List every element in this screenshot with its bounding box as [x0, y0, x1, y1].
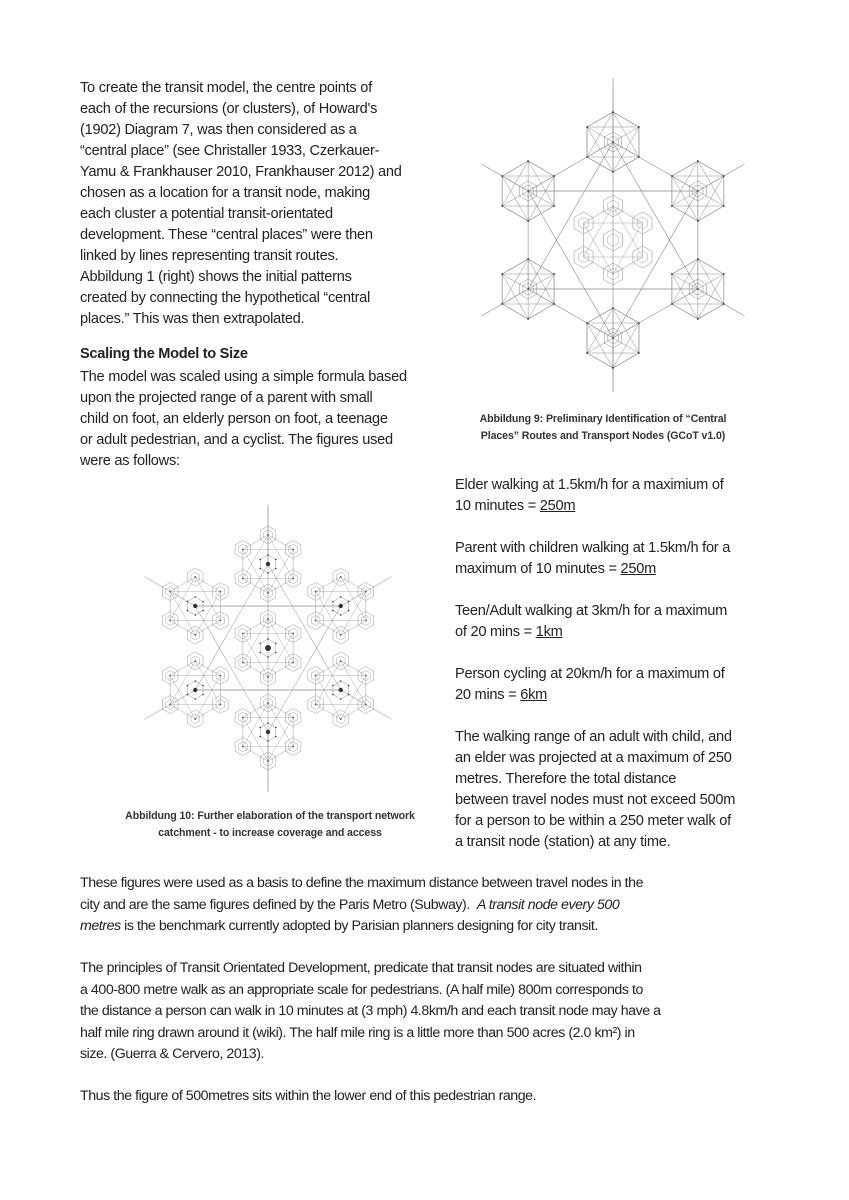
node-dot — [638, 352, 640, 354]
node-dot — [340, 680, 342, 682]
node-dot — [553, 205, 555, 207]
node-dot — [265, 645, 271, 651]
figure-9-caption — [438, 411, 768, 445]
diagram-line — [587, 308, 613, 323]
text-fragment: maximum of 10 minutes = — [455, 561, 621, 577]
diagram-line — [316, 592, 341, 636]
diagram-line — [243, 663, 268, 678]
diagram-line — [243, 550, 268, 594]
node-dot — [339, 604, 343, 608]
diagram-line — [587, 157, 613, 172]
node-dot — [638, 322, 640, 324]
diagram-line — [195, 577, 220, 592]
diagram-line — [268, 619, 293, 663]
text-line: upon the projected range of a parent with small — [80, 390, 373, 406]
distance-value: 250m — [620, 561, 657, 577]
node-dot — [553, 175, 555, 177]
text-line — [455, 622, 727, 643]
node-dot — [612, 171, 614, 173]
node-dot — [348, 610, 350, 612]
diagram-line — [268, 550, 293, 594]
distance-value: 1km — [535, 624, 563, 640]
node-dot — [586, 156, 588, 158]
diagram-line — [341, 705, 366, 720]
node-dot — [501, 175, 503, 177]
node-dot — [697, 288, 699, 290]
text-line: places.” This was then extrapolated. — [80, 311, 305, 327]
node-dot — [202, 610, 204, 612]
diagram-line — [502, 259, 528, 274]
diagram-line — [170, 577, 195, 621]
node-dot — [275, 643, 277, 645]
node-dot — [194, 698, 196, 700]
diagram-line — [243, 535, 268, 550]
text-line: The principles of Transit Orientated Development, predicate that transit nodes are situated within — [80, 960, 642, 976]
text-line — [455, 685, 725, 706]
node-dot — [340, 596, 342, 598]
text-fragment: is the benchmark currently adopted by Parisian planners designing for city transit. — [120, 918, 598, 935]
diagram-line — [268, 535, 293, 550]
diagram-line — [268, 747, 293, 762]
tod-paragraph — [80, 958, 661, 1066]
text-fragment: 20 mins = — [455, 687, 521, 703]
node-dot — [723, 273, 725, 275]
diagram-line — [243, 703, 268, 747]
node-dot — [612, 307, 614, 309]
node-dot — [671, 273, 673, 275]
text-line: metres. Therefore the total distance — [455, 771, 677, 787]
node-dot — [723, 205, 725, 207]
node-dot — [638, 156, 640, 158]
emphasis-text: metres — [80, 918, 121, 935]
scaling-paragraph — [80, 367, 407, 472]
diagram-line — [528, 304, 554, 319]
diagram-line — [268, 606, 341, 732]
node-dot — [612, 111, 614, 113]
diagram-line — [613, 142, 698, 289]
diagram-line — [316, 705, 341, 720]
text-line: the distance a person can walk in 10 minutes at (3 mph) 4.8km/h and each transit node may have a — [80, 1003, 661, 1020]
diagram-line — [341, 577, 366, 621]
diagram-line — [243, 579, 268, 594]
diagram-line — [268, 619, 293, 634]
node-dot — [612, 337, 614, 339]
node-dot — [194, 614, 196, 616]
node-dot — [697, 160, 699, 162]
diagram-line — [170, 577, 195, 592]
diagram-line — [672, 259, 698, 274]
node-dot — [275, 559, 277, 561]
node-dot — [202, 601, 204, 603]
text-line: chosen as a location for a transit node, making — [80, 185, 371, 201]
diagram-line — [502, 206, 528, 221]
text-line: were as follows: — [80, 453, 180, 469]
node-dot — [187, 601, 189, 603]
diagram-line — [243, 619, 268, 634]
node-dot — [501, 303, 503, 305]
diagram-line — [341, 676, 366, 720]
diagram-line — [528, 206, 554, 221]
emphasis-text: A transit node every 500 — [476, 896, 620, 913]
node-dot — [332, 601, 334, 603]
node-dot — [501, 273, 503, 275]
diagram-line — [243, 703, 268, 718]
text-line: The model was scaled using a simple formula based — [80, 369, 407, 385]
diagram-line — [613, 112, 639, 127]
text-line: To create the transit model, the centre points of — [80, 80, 372, 96]
node-dot — [332, 694, 334, 696]
node-dot — [553, 273, 555, 275]
text-line — [455, 559, 730, 580]
diagram-line — [587, 112, 613, 127]
node-dot — [202, 694, 204, 696]
diagram-line — [613, 353, 639, 368]
text-line: a 400-800 metre walk as an appropriate scale for pedestrians. (A half mile) 800m corresponds to — [80, 981, 643, 998]
node-dot — [527, 160, 529, 162]
node-dot — [194, 680, 196, 682]
node-dot — [267, 572, 269, 574]
figure-cyclist — [455, 664, 725, 706]
node-dot — [267, 638, 269, 640]
figure-teen-adult — [455, 601, 727, 643]
figure-9-central-places-diagram — [481, 78, 744, 392]
diagram-line — [195, 705, 220, 720]
diagram-line — [170, 592, 195, 636]
text-line — [455, 496, 724, 517]
text-line: a transit node (station) at any time. — [455, 834, 671, 850]
diagram-line — [170, 676, 195, 720]
diagram-line — [528, 259, 554, 274]
diagram-line — [698, 161, 724, 176]
caption-line: catchment - to increase coverage and access — [158, 827, 382, 839]
diagram-line — [613, 157, 639, 172]
node-dot — [193, 604, 197, 608]
node-dot — [348, 601, 350, 603]
diagram-line — [268, 579, 293, 594]
diagram-line — [268, 634, 293, 678]
caption-line: Places” Routes and Transport Nodes (GCoT v1.0) — [480, 430, 726, 442]
diagram-line — [268, 535, 293, 579]
diagram-line — [316, 577, 341, 621]
node-dot — [527, 318, 529, 320]
node-dot — [332, 685, 334, 687]
diagram-line — [268, 564, 341, 690]
diagram-line — [698, 259, 724, 274]
node-dot — [259, 727, 261, 729]
diagram-line — [195, 606, 268, 732]
diagram-line — [195, 676, 220, 720]
node-dot — [332, 610, 334, 612]
intro-paragraph — [80, 78, 402, 330]
caption-line: Abbildung 10: Further elaboration of the transport network — [125, 810, 415, 822]
diagram-line — [170, 661, 195, 705]
node-dot — [348, 694, 350, 696]
diagram-line — [195, 564, 268, 690]
node-dot — [194, 596, 196, 598]
text-line: The walking range of an adult with child, and — [455, 729, 732, 745]
diagram-line — [243, 747, 268, 762]
node-dot — [259, 643, 261, 645]
node-dot — [340, 614, 342, 616]
text-line: each cluster a potential transit-orientated — [80, 206, 333, 222]
diagram-line — [341, 621, 366, 636]
node-dot — [671, 205, 673, 207]
text-line: development. These “central places” were then — [80, 227, 373, 243]
diagram-line — [316, 621, 341, 636]
diagram-line — [195, 592, 220, 636]
figure-10-caption — [85, 808, 455, 842]
node-dot — [267, 656, 269, 658]
diagram-line — [316, 577, 341, 592]
diagram-line — [316, 661, 341, 676]
diagram-line — [502, 161, 528, 176]
node-dot — [259, 736, 261, 738]
text-line — [80, 916, 643, 938]
distance-value: 6km — [520, 687, 548, 703]
node-dot — [612, 367, 614, 369]
diagram-line — [243, 634, 268, 678]
node-dot — [275, 727, 277, 729]
node-dot — [267, 722, 269, 724]
node-dot — [187, 610, 189, 612]
node-dot — [527, 288, 529, 290]
node-dot — [275, 736, 277, 738]
text-fragment: of 20 mins = — [455, 624, 536, 640]
node-dot — [612, 141, 614, 143]
node-dot — [267, 740, 269, 742]
text-line: (1902) Diagram 7, was then considered as a — [80, 122, 357, 138]
node-dot — [266, 730, 270, 734]
text-line: Person cycling at 20km/h for a maximum of — [455, 666, 725, 682]
diagram-line — [528, 161, 554, 176]
node-dot — [259, 559, 261, 561]
node-dot — [501, 205, 503, 207]
text-line: created by connecting the hypothetical “central — [80, 290, 371, 306]
text-line: each of the recursions (or clusters), of Howard's — [80, 101, 378, 117]
text-line: an elder was projected at a maximum of 250 — [455, 750, 732, 766]
figure-parent — [455, 538, 730, 580]
diagram-line — [528, 191, 613, 338]
diagram-line — [195, 621, 220, 636]
diagram-line — [613, 308, 639, 323]
diagram-line — [672, 304, 698, 319]
node-dot — [527, 258, 529, 260]
diagram-line — [316, 661, 341, 705]
caption-line: Abbildung 9: Preliminary Identification of “Central — [479, 413, 727, 425]
diagram-line — [268, 703, 293, 747]
node-dot — [638, 126, 640, 128]
diagram-line — [341, 661, 366, 676]
node-dot — [187, 694, 189, 696]
node-dot — [340, 698, 342, 700]
node-dot — [723, 303, 725, 305]
diagram-line — [268, 703, 293, 718]
distance-value: 250m — [539, 498, 576, 514]
diagram-line — [243, 535, 268, 579]
node-dot — [586, 322, 588, 324]
node-dot — [348, 685, 350, 687]
diagram-line — [672, 161, 698, 176]
paris-paragraph — [80, 873, 643, 938]
diagram-line — [698, 206, 724, 221]
text-line: Parent with children walking at 1.5km/h for a — [455, 540, 731, 556]
conclusion-paragraph: Thus the figure of 500metres sits within the lower end of this pedestrian range. — [80, 1088, 537, 1104]
node-dot — [527, 190, 529, 192]
text-line: size. (Guerra & Cervero, 2013). — [80, 1046, 264, 1063]
text-line — [80, 895, 643, 917]
diagram-line — [341, 592, 366, 636]
node-dot — [697, 190, 699, 192]
node-dot — [697, 318, 699, 320]
figure-10-transport-network-diagram — [144, 505, 391, 792]
text-line: linked by lines representing transit routes. — [80, 248, 339, 264]
diagram-line — [528, 142, 613, 289]
diagram-line — [268, 663, 293, 678]
diagram-line — [341, 577, 366, 592]
node-dot — [267, 554, 269, 556]
node-dot — [187, 685, 189, 687]
diagram-line — [243, 718, 268, 762]
text-fragment: 10 minutes = — [455, 498, 540, 514]
diagram-line — [170, 661, 195, 676]
node-dot — [259, 568, 261, 570]
figure-elder — [455, 475, 724, 517]
node-dot — [527, 220, 529, 222]
node-dot — [266, 562, 270, 566]
node-dot — [697, 220, 699, 222]
node-dot — [275, 568, 277, 570]
node-dot — [553, 303, 555, 305]
node-dot — [586, 352, 588, 354]
node-dot — [339, 688, 343, 692]
text-fragment: city and are the same figures defined by the Paris Metro (Subway). — [80, 896, 477, 913]
text-line: Elder walking at 1.5km/h for a maximium of — [455, 477, 724, 493]
node-dot — [193, 688, 197, 692]
diagram-line — [170, 621, 195, 636]
text-line: “central place” (see Christaller 1933, Czerkauer- — [80, 143, 380, 159]
text-line: or adult pedestrian, and a cyclist. The figures used — [80, 432, 393, 448]
node-dot — [275, 652, 277, 654]
text-line: between travel nodes must not exceed 500m — [455, 792, 736, 808]
diagram-line — [316, 676, 341, 720]
text-line: Abbildung 1 (right) shows the initial patterns — [80, 269, 352, 285]
text-line: These figures were used as a basis to define the maximum distance between travel nodes in the — [80, 875, 644, 891]
walking-range-paragraph — [455, 727, 735, 853]
text-line: for a person to be within a 250 meter walk of — [455, 813, 731, 829]
text-line: Teen/Adult walking at 3km/h for a maximum — [455, 603, 728, 619]
node-dot — [259, 652, 261, 654]
section-heading: Scaling the Model to Size — [80, 346, 248, 362]
diagram-line — [587, 353, 613, 368]
node-dot — [697, 258, 699, 260]
node-dot — [202, 685, 204, 687]
node-dot — [723, 175, 725, 177]
diagram-line — [672, 206, 698, 221]
diagram-line — [195, 661, 220, 705]
text-line: child on foot, an elderly person on foot, a teenage — [80, 411, 388, 427]
diagram-line — [341, 661, 366, 705]
diagram-line — [195, 577, 220, 621]
diagram-line — [243, 619, 268, 663]
node-dot — [671, 175, 673, 177]
diagram-line — [268, 718, 293, 762]
text-line: Yamu & Frankhauser 2010, Frankhauser 2012) and — [80, 164, 402, 180]
node-dot — [671, 303, 673, 305]
diagram-line — [698, 304, 724, 319]
text-line: half mile ring drawn around it (wiki). The half mile ring is a little more than 500 acres (2.0 km²) in — [80, 1024, 635, 1041]
diagram-line — [170, 705, 195, 720]
diagram-line — [195, 661, 220, 676]
diagram-line — [502, 304, 528, 319]
diagram-line — [613, 191, 698, 338]
node-dot — [586, 126, 588, 128]
